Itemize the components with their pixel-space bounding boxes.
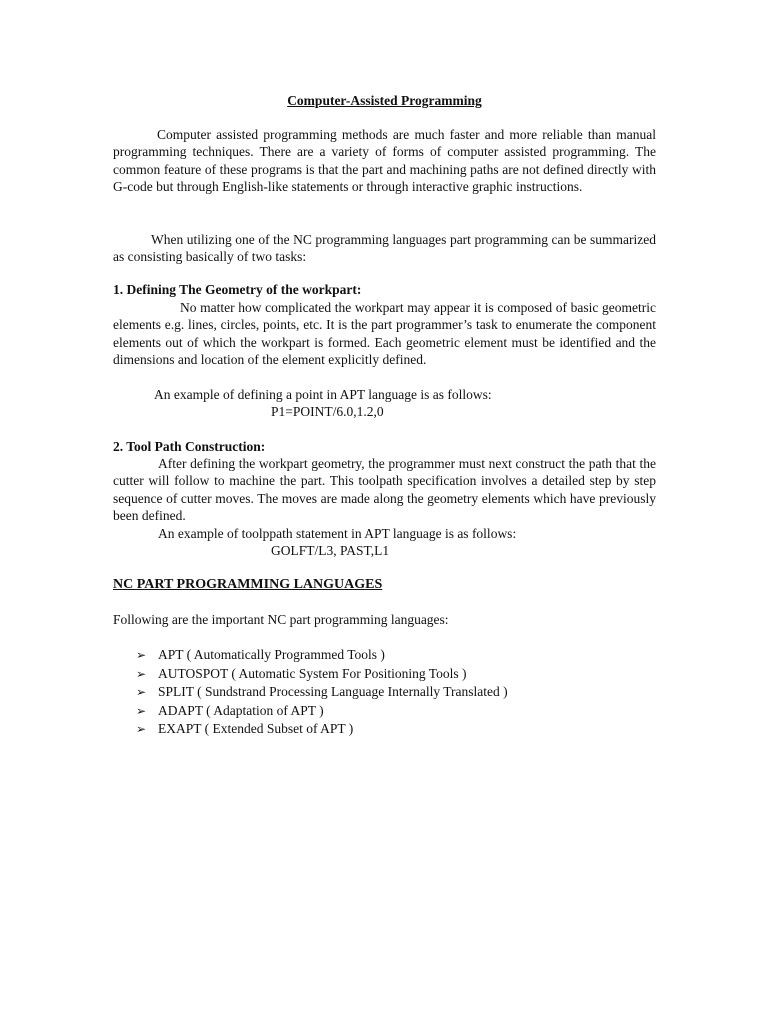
list-item-label: APT ( Automatically Programmed Tools ) <box>158 647 385 662</box>
list-item <box>136 646 508 665</box>
list-item-label: ADAPT ( Adaptation of APT ) <box>158 702 324 718</box>
list-item <box>136 683 508 702</box>
list-item-label: EXAPT ( Extended Subset of APT ) <box>158 721 354 736</box>
list-item <box>136 720 508 739</box>
task2-body: After defining the workpart geometry, the programmer must next construct the path that the cutter will follow to machine the part. This toolpath specification involves a detailed step by step sequence of cutter moves. The moves are made along the geometry elements which have previously been defined. <box>113 456 656 523</box>
arrowhead-bullet-icon: ➢ <box>136 703 147 718</box>
page-title: Computer-Assisted Programming <box>287 93 482 108</box>
arrowhead-bullet-icon: ➢ <box>136 722 147 736</box>
list-item <box>136 665 508 684</box>
arrowhead-bullet-icon: ➢ <box>136 685 147 699</box>
list-item <box>136 702 508 721</box>
arrowhead-bullet-icon: ➢ <box>136 648 147 662</box>
task1-example-code: P1=POINT/6.0,1.2,0 <box>271 404 384 419</box>
list-item-label: AUTOSPOT ( Automatic System For Positioning Tools ) <box>158 665 467 681</box>
task1-example-intro: An example of defining a point in APT language is as follows: <box>154 387 492 402</box>
arrowhead-bullet-icon: ➢ <box>136 666 147 681</box>
intro-paragraph: Computer assisted programming methods are much faster and more reliable than manual programming techniques. There are a variety of forms of computer assisted programming. The common feature of these programs is that the part and machining paths are not defined directly with G-code but through English-like statements or through interactive graphic instructions. <box>113 127 656 194</box>
task1-body: No matter how complicated the workpart may appear it is composed of basic geometric elements e.g. lines, circles, points, etc. It is the part programmer’s task to enumerate the component elements out of which the workpart is formed. Each geometric element must be identified and the dimensions and location of the element explicitly defined. <box>113 300 656 367</box>
list-item-label: SPLIT ( Sundstrand Processing Language Internally Translated ) <box>158 684 508 699</box>
languages-list <box>136 646 508 739</box>
task2-example-intro: An example of toolppath statement in APT language is as follows: <box>158 526 517 541</box>
languages-heading: NC PART PROGRAMMING LANGUAGES <box>113 577 383 592</box>
task2-heading: 2. Tool Path Construction: <box>113 439 266 454</box>
task2-example-code: GOLFT/L3, PAST,L1 <box>271 543 390 558</box>
summary-paragraph: When utilizing one of the NC programming languages part programming can be summarized as consisting basically of two tasks: <box>113 232 656 265</box>
languages-intro: Following are the important NC part programming languages: <box>113 612 449 627</box>
task1-heading: 1. Defining The Geometry of the workpart: <box>113 282 362 297</box>
